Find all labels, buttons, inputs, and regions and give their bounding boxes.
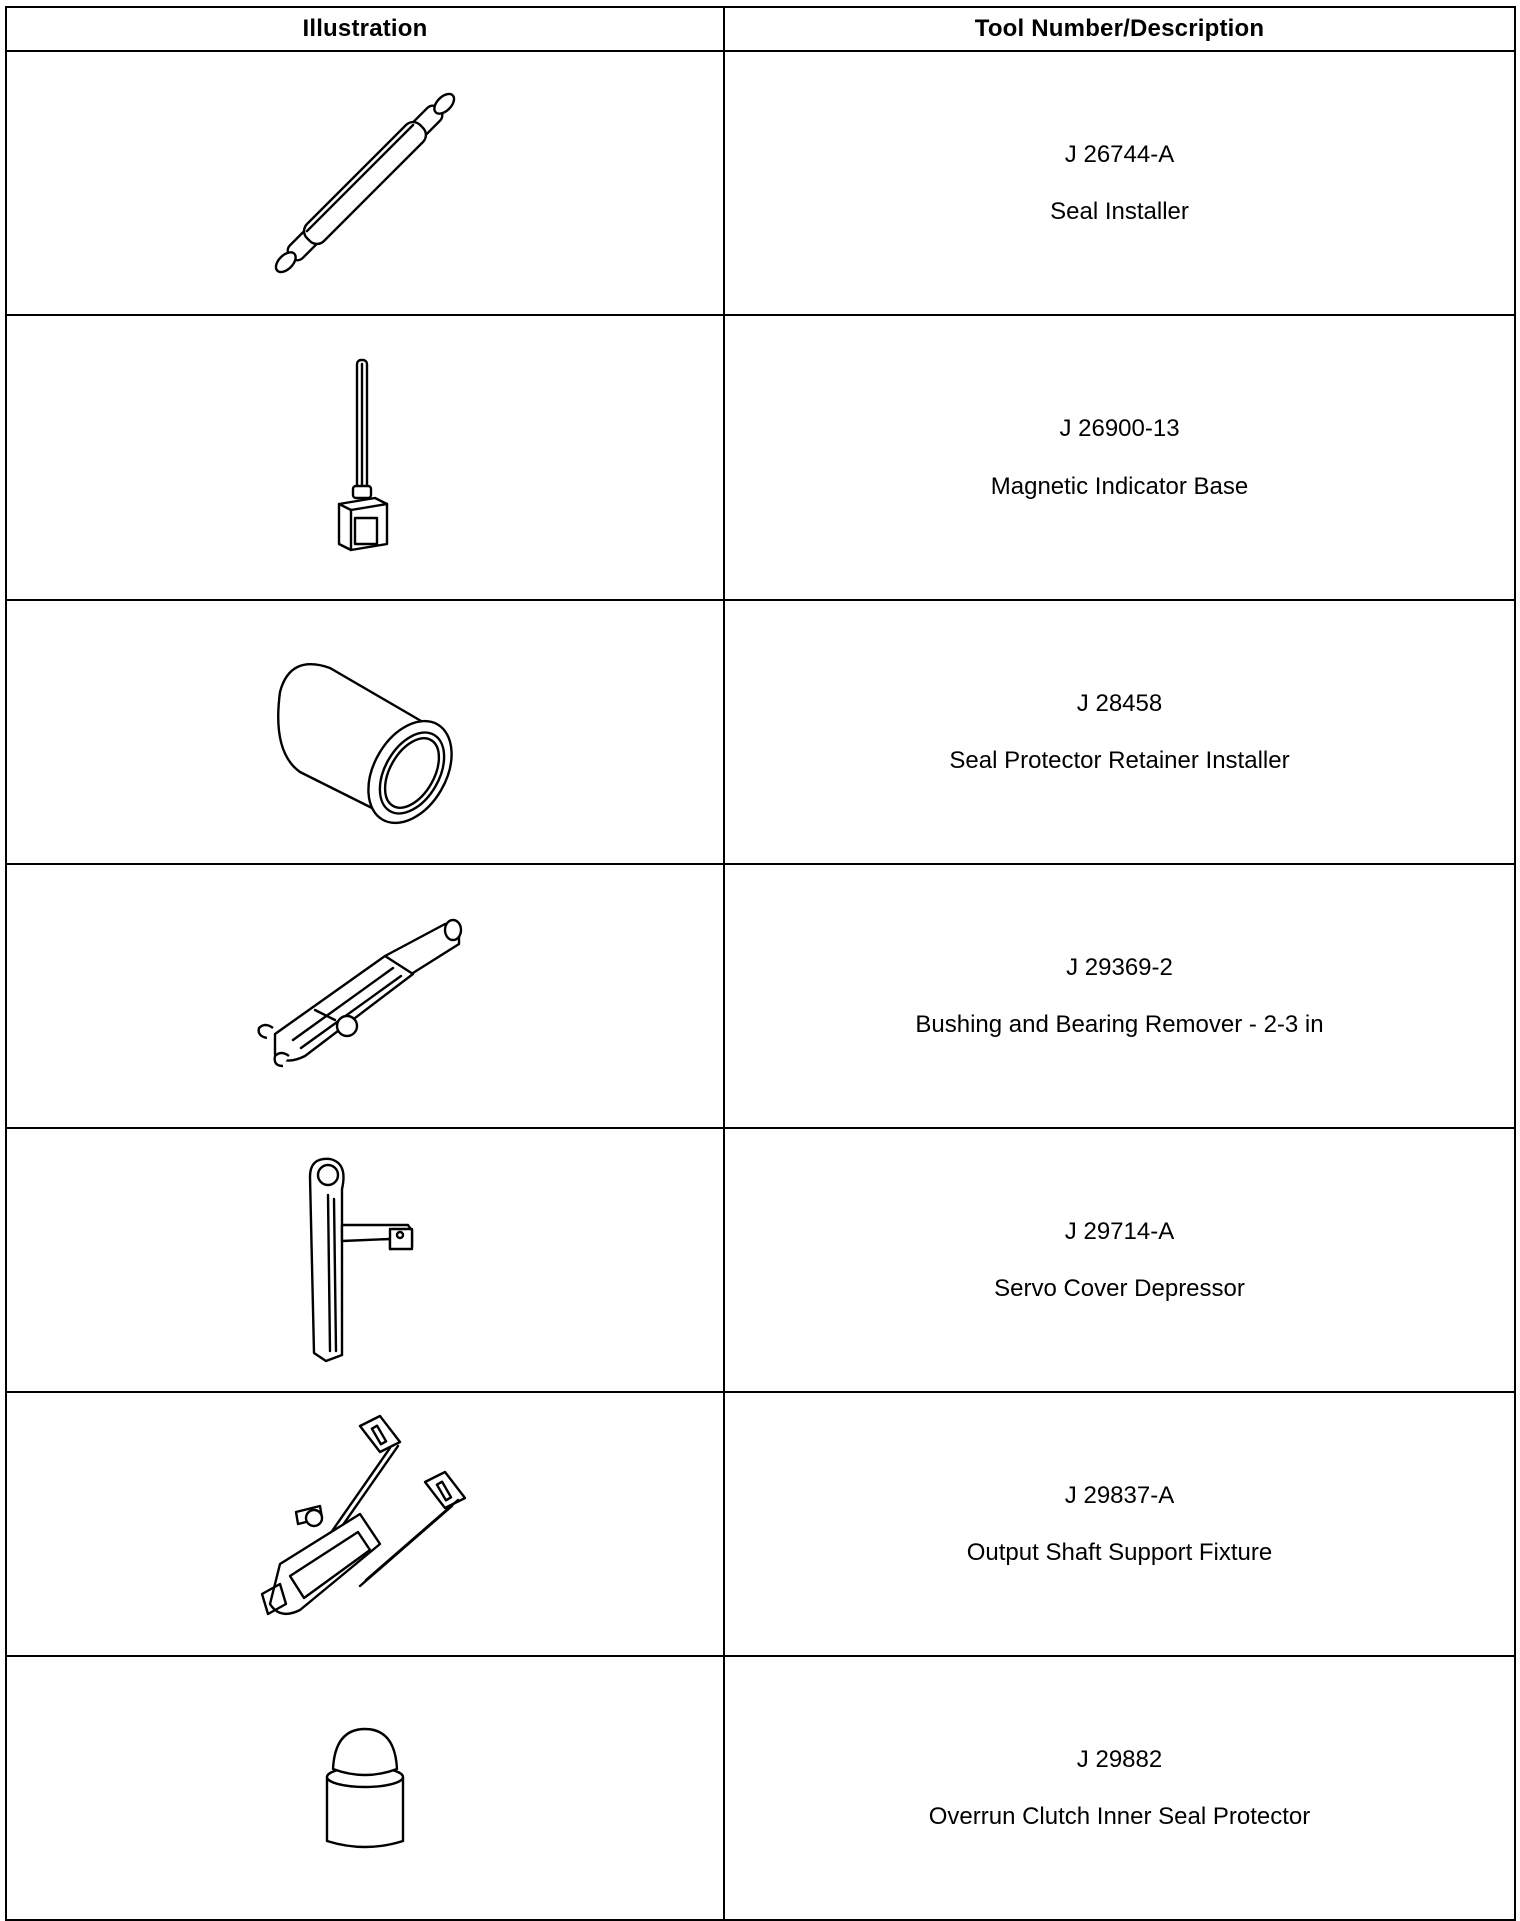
table-row [6, 600, 1515, 864]
table-row [6, 51, 1515, 315]
illustration-cell [6, 1128, 724, 1392]
bushing-bearing-remover-illustration [245, 916, 485, 1076]
illustration-column-header: Illustration [6, 7, 724, 51]
seal-installer-illustration [245, 68, 485, 298]
illustration-cell [6, 1656, 724, 1920]
illustration-cell [6, 51, 724, 315]
magnetic-indicator-base-illustration [325, 358, 405, 558]
table-row [6, 1128, 1515, 1392]
overrun-clutch-inner-seal-protector-illustration [315, 1723, 415, 1853]
table-row [6, 1392, 1515, 1656]
tool-description: Seal Protector Retainer Installer [949, 747, 1290, 774]
illustration-cell [6, 315, 724, 600]
tool-description: Magnetic Indicator Base [990, 472, 1249, 500]
tool-description: Seal Installer [1050, 198, 1189, 225]
tool-cell [724, 51, 1515, 315]
tool-number: J 26744-A [1064, 140, 1175, 168]
tool-cell [724, 315, 1515, 600]
tool-cell [724, 1392, 1515, 1656]
table-row [6, 315, 1515, 600]
tool-cell [724, 1128, 1515, 1392]
tool-description: Bushing and Bearing Remover - 2-3 in [915, 1011, 1324, 1038]
tool-number: J 29882 [1076, 1745, 1163, 1773]
tool-number: J 26900-13 [1059, 415, 1180, 443]
output-shaft-support-fixture-illustration [240, 1414, 490, 1634]
tool-cell [724, 600, 1515, 864]
tool-number: J 29714-A [1064, 1217, 1175, 1245]
tool-description: Overrun Clutch Inner Seal Protector [928, 1803, 1311, 1830]
illustration-cell [6, 600, 724, 864]
table-row [6, 1656, 1515, 1920]
table-row [6, 864, 1515, 1128]
special-tools-table [5, 6, 1516, 1921]
tool-cell [724, 1656, 1515, 1920]
tool-cell [724, 864, 1515, 1128]
tool-description: Output Shaft Support Fixture [966, 1539, 1273, 1566]
servo-cover-depressor-illustration [290, 1155, 440, 1365]
tool-number: J 29837-A [1064, 1481, 1175, 1509]
seal-protector-retainer-installer-illustration [260, 632, 470, 832]
tool-description: Servo Cover Depressor [994, 1275, 1245, 1302]
table-header-row [6, 7, 1515, 51]
tool-number: J 29369-2 [1066, 953, 1173, 981]
tool-column-header: Tool Number/Description [724, 7, 1515, 51]
illustration-cell [6, 864, 724, 1128]
illustration-cell [6, 1392, 724, 1656]
tool-number: J 28458 [1076, 689, 1163, 717]
